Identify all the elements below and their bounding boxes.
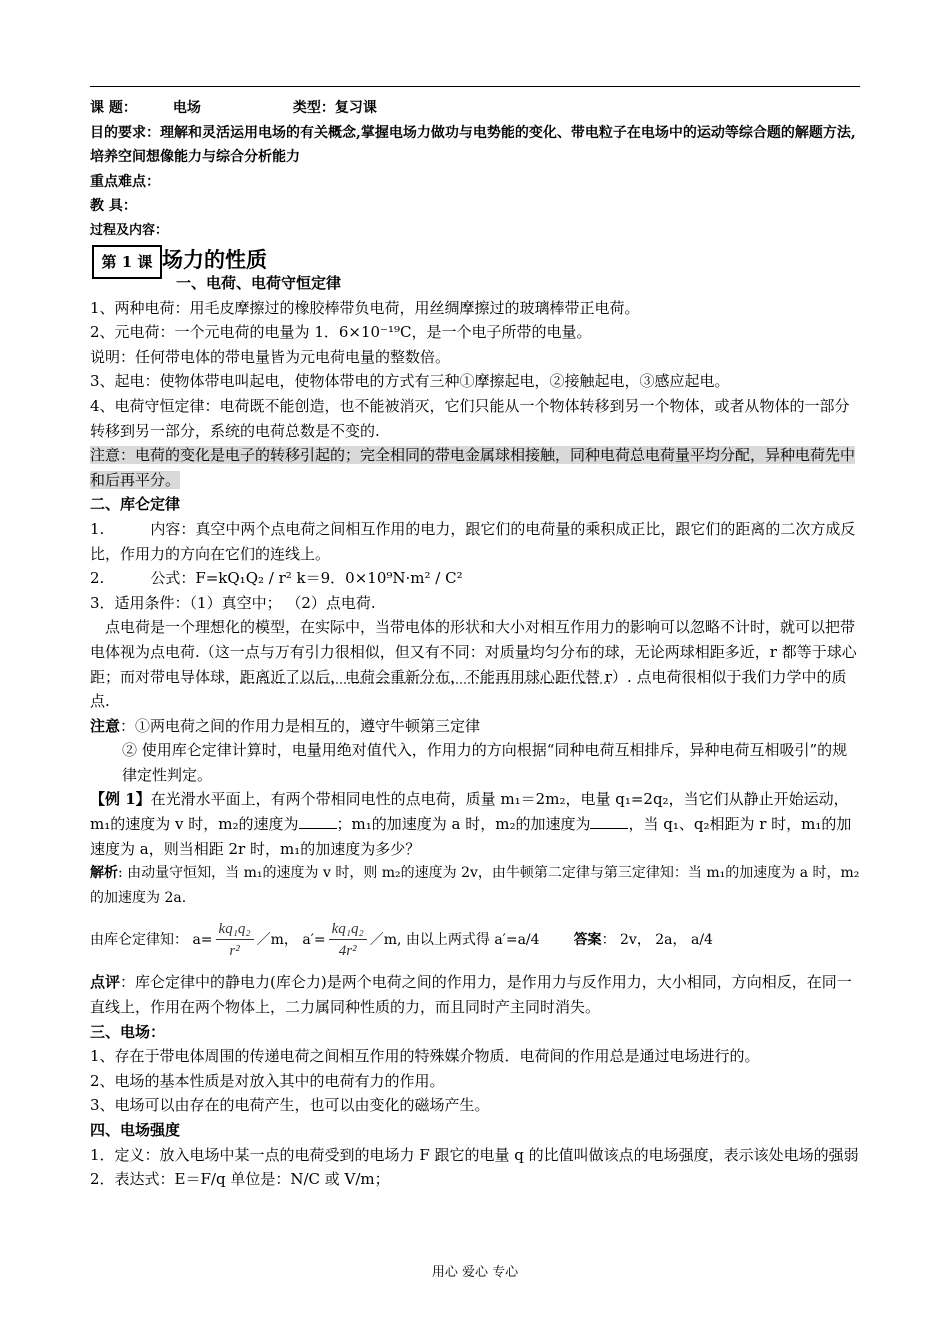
s2-paragraph-part-a: 点电荷是一个理想化的模型，在实际中，当带电体的形状和大小对相互作用力的影响可以忽略不计时，就可以把带电体视为点电荷.（这一点与万有引力很相似，但又有不同：对质量均匀分布的球，无论两球相距多近，r 都等于球心距；而对带电导体球， [90, 618, 857, 686]
example-1 [90, 787, 862, 861]
answer-text: ： 2v， 2a， a/4 [601, 932, 713, 949]
s4-line-1: 1．定义：放入电场中某一点的电荷受到的电场力 F 跟它的电量 q 的比值叫做该点的电场强度，表示该处电场的强弱 [90, 1145, 859, 1164]
fraction-1 [216, 919, 254, 962]
formula-prefix: 由库仑定律知： a= [90, 932, 213, 949]
solution-text: : 由动量守恒知，当 m₁的速度为 v 时，则 m₂的速度为 2v，由牛顿第二定律与第三定律知：当 m₁的加速度为 a 时，m₂的加速度为 2a. [90, 865, 860, 906]
section-2-title: 二、库仑定律 [90, 495, 181, 514]
s1-note [90, 443, 862, 492]
topic-label: 课 题： [90, 100, 137, 116]
answer-blank-1 [299, 814, 337, 829]
section-1-title: 一、电荷、电荷守恒定律 [176, 274, 342, 292]
tools-label: 教 具： [90, 198, 137, 214]
lesson-number-box: 第 1 课 [92, 245, 162, 279]
example-text-2: ；m₁的加速度为 a 时，m₂的加速度为 [336, 815, 591, 834]
goal-text: 理解和灵活运用电场的有关概念,掌握电场力做功与电势能的变化、带电粒子在电场中的运动等综合题的解题方法,培养空间想像能力与综合分析能力 [90, 124, 856, 165]
goal-row [90, 121, 862, 170]
goal-label: 目的要求： [90, 124, 160, 141]
top-rule [90, 86, 860, 87]
answer-label: 答案 [573, 932, 602, 949]
answer-blank-2 [590, 814, 628, 829]
s1-line-3: 说明：任何带电体的带电量皆为元电荷电量的整数倍。 [90, 347, 451, 366]
s1-line-1: 1、两种电荷：用毛皮摩擦过的橡胶棒带负电荷，用丝绸摩擦过的玻璃棒带正电荷。 [90, 298, 640, 317]
type-value: 复习课 [334, 100, 377, 116]
s2-line-1 [90, 517, 862, 566]
s2-line-1-num: 1. [90, 519, 105, 538]
s3-line-3: 3、电场可以由存在的电荷产生，也可以由变化的磁场产生。 [90, 1096, 490, 1115]
s2-note-2: ② 使用库仑定律计算时，电量用绝对值代入，作用力的方向根据“同种电荷互相排斥，异种电荷互相吸引”的规律定性判定。 [122, 741, 848, 784]
fraction-2 [329, 919, 367, 962]
s3-line-1: 1、存在于带电体周围的传递电荷之间相互作用的特殊媒介物质．电荷间的作用总是通过电场进行的。 [90, 1047, 760, 1066]
topic-row [90, 96, 862, 121]
lesson-title-row [90, 243, 862, 277]
page-footer: 用心 爱心 专心 [431, 1265, 519, 1280]
s2-point-charge-paragraph [90, 615, 862, 713]
s3-line-2: 2、电场的基本性质是对放入其中的电荷有力的作用。 [90, 1071, 445, 1090]
section-4-title: 四、电场强度 [90, 1121, 181, 1139]
s2-note-1-text: ：①两电荷之间的作用力是相互的，遵守牛顿第三定律 [120, 716, 481, 735]
lesson-title: 场力的性质 [162, 247, 267, 272]
s2-line-2 [90, 566, 862, 591]
formula-middle: ／m， a′= [256, 932, 326, 949]
s2-paragraph-part-c: ）. 点电荷很相似于我们力学中的质点. [90, 667, 847, 711]
comment-label: 点评 [90, 973, 121, 992]
s1-line-4: 3、起电：使物体带电叫起电，使物体带电的方式有三种①摩擦起电，②接触起电，③感应起电。 [90, 372, 730, 391]
section-3-title: 三、电场： [90, 1022, 166, 1041]
s2-line-1-text: 内容：真空中两个点电荷之间相互作用的电力，跟它们的电荷量的乘积成正比，跟它们的距离的二次方成反比，作用力的方向在它们的连线上。 [90, 519, 856, 563]
s2-paragraph-part-b: 距离近了以后，电荷会重新分布，不能再用球心距代替 r [240, 667, 612, 686]
s1-line-2: 2、元电荷：一个元电荷的电量为 1．6×10⁻¹⁹C，是一个电子所带的电量。 [90, 323, 592, 342]
difficulty-label: 重点难点： [90, 173, 160, 190]
fraction-2-denominator: 4r² [338, 942, 357, 959]
s2-line-2-num: 2. [90, 569, 105, 588]
s1-line-5: 4、电荷守恒定律：电荷既不能创造，也不能被消灭，它们只能从一个物体转移到另一个物体，或者从物体的一部分转移到另一部分，系统的电荷总数是不变的. [90, 396, 850, 440]
coulomb-formula-line [90, 910, 862, 970]
fraction-1-numerator: kq₁q₂ [216, 919, 254, 940]
s4-line-2: 2．表达式：E＝F/q 单位是：N/C 或 V/m； [90, 1170, 390, 1189]
example-text-3: ，当 q₁、q₂相距为 r 时，m₁的加速度为 a，则当相距 2r 时，m₁的加速度为多少？ [90, 815, 852, 858]
s1-note-text: 注意：电荷的变化是电子的转移引起的；完全相同的带电金属球相接触，同种电荷总电荷量平均分配，异种电荷先中和后再平分。 [90, 446, 856, 489]
example-text-1: 在光滑水平面上，有两个带相同电性的点电荷，质量 m₁＝2m₂，电量 q₁=2q₂，当它们从静止开始运动，m₁的速度为 v 时，m₂的速度为 [90, 790, 849, 834]
example-solution [90, 861, 862, 910]
example-comment [90, 970, 862, 1019]
formula-suffix: ／m, 由以上两式得 a′=a/4 [369, 932, 540, 949]
fraction-2-numerator: kq₁q₂ [329, 919, 367, 940]
document-body [90, 96, 862, 1192]
s2-note-1 [90, 714, 862, 739]
s2-line-2-text: 公式：F=kQ₁Q₂ / r² k＝9．0×10⁹N·m² / C² [150, 569, 463, 588]
s2-note-label: 注意 [90, 716, 121, 735]
example-label: 【例 1】 [90, 790, 151, 809]
comment-text: ：库仑定律中的静电力(库仑力)是两个电荷之间的作用力，是作用力与反作用力，大小相同，方向相反，在同一直线上，作用在两个物体上，二力属同种性质的力，而且同时产主同时消失。 [90, 973, 852, 1017]
solution-label: 解析 [90, 865, 118, 882]
type-label: 类型： [292, 100, 335, 116]
process-label: 过程及内容： [90, 222, 169, 238]
s2-line-3: 3．适用条件：（1）真空中； （2）点电荷. [90, 593, 376, 612]
topic-value: 电场 [172, 100, 201, 116]
fraction-1-denominator: r² [229, 942, 240, 959]
lesson-header [90, 96, 862, 243]
